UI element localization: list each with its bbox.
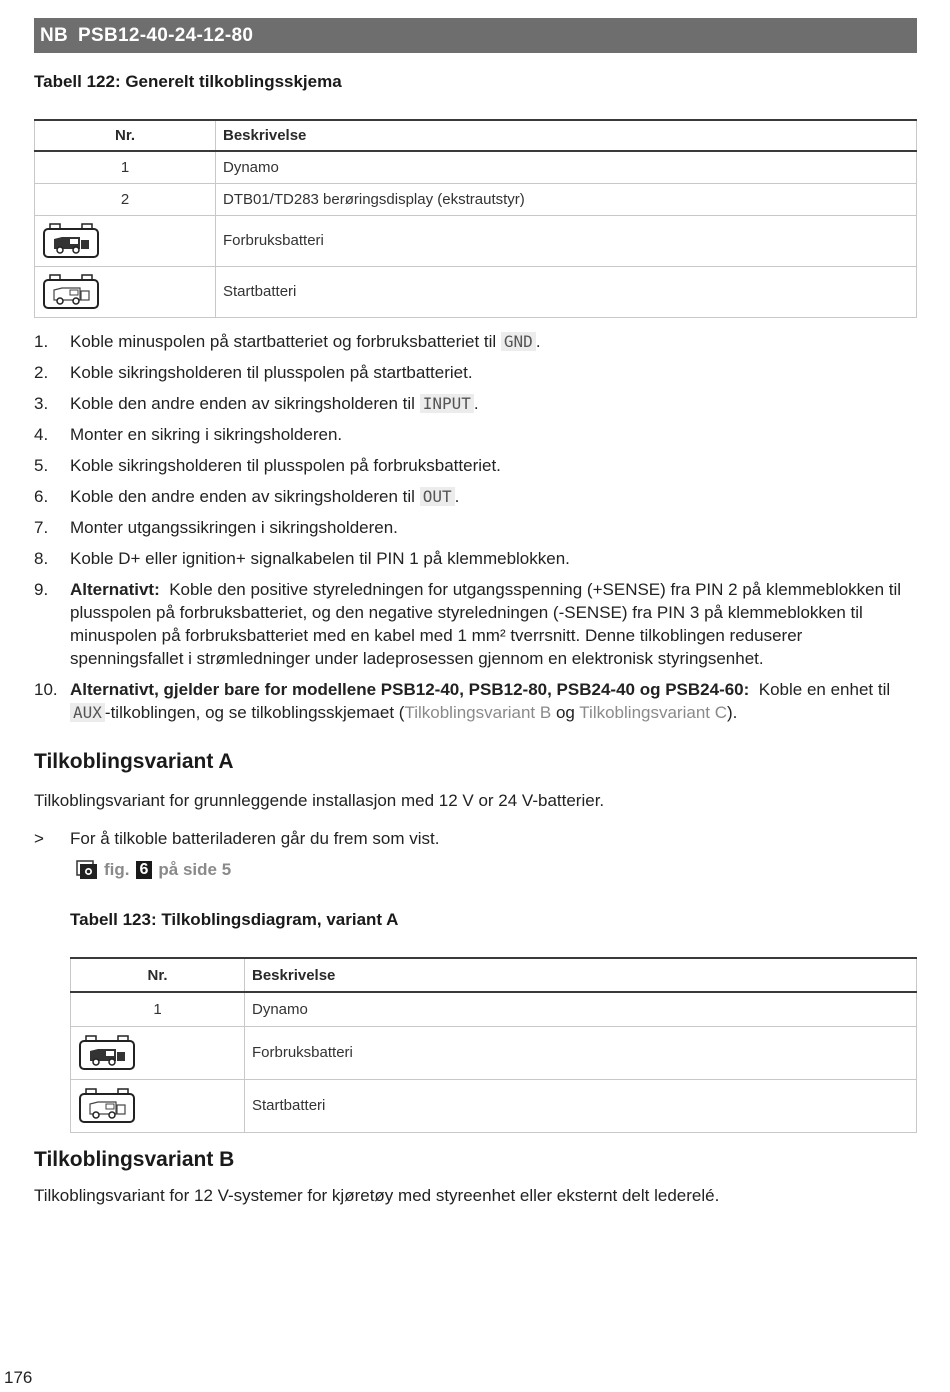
step-text-part: Koble minuspolen på startbatteriet og forbruksbatteriet til bbox=[70, 332, 501, 351]
row-description: Dynamo bbox=[245, 992, 917, 1026]
step-item bbox=[34, 361, 914, 384]
step-number: 4. bbox=[34, 425, 49, 444]
figure-reference[interactable] bbox=[76, 860, 231, 880]
step-bold-label: Alternativt: bbox=[70, 580, 160, 599]
step-item bbox=[34, 678, 914, 724]
step-text-part: Koble den andre enden av sikringsholderen til bbox=[70, 394, 420, 413]
step-text bbox=[70, 485, 914, 508]
step-number: 10. bbox=[34, 680, 58, 699]
table-row bbox=[35, 266, 917, 317]
starter-battery-icon bbox=[42, 274, 100, 310]
step-text-part: Koble en enhet til bbox=[758, 680, 891, 699]
step-text-part: . bbox=[454, 487, 460, 506]
step-number: 7. bbox=[34, 518, 49, 537]
step-text-part: Koble den positive styreledningen for utgangsspenning (+SENSE) fra PIN 2 på klemmeblokken til plusspolen på forbruksbatteriet, og den negative styreledningen (-SENSE) fra PIN 3 på klemmeblokken til minuspolen på forbruksbatteriet med en kabel med 1 mm² tverrsnitt. Denne tilkoblingen reduserer spenningsfallet i strømledninger under ladeprosessen gjennom en elektronisk styringsenhet. bbox=[70, 580, 902, 668]
step-text: Koble sikringsholderen til plusspolen på startbatteriet. bbox=[70, 363, 473, 382]
col-description-header: Beskrivelse bbox=[245, 958, 917, 992]
bullet-item bbox=[34, 829, 914, 849]
step-text-part: . bbox=[535, 332, 541, 351]
step-text bbox=[70, 330, 914, 353]
step-text-part: ). bbox=[727, 703, 738, 722]
instruction-steps bbox=[34, 330, 914, 732]
step-text bbox=[70, 392, 914, 415]
page-header bbox=[34, 18, 917, 53]
table-row bbox=[71, 1079, 917, 1132]
table-123 bbox=[70, 957, 917, 1133]
terminal-label-aux: AUX bbox=[70, 703, 105, 722]
step-item bbox=[34, 485, 914, 508]
step-item bbox=[34, 516, 914, 539]
link-variant-b[interactable]: Tilkoblingsvariant B bbox=[404, 703, 552, 722]
row-number: 1 bbox=[71, 992, 245, 1026]
row-description: Forbruksbatteri bbox=[216, 215, 917, 266]
step-text: Monter en sikring i sikringsholderen. bbox=[70, 425, 343, 444]
col-description-header: Beskrivelse bbox=[216, 120, 917, 151]
table-row bbox=[71, 1026, 917, 1079]
step-item bbox=[34, 578, 914, 670]
table-122-caption: Tabell 122: Generelt tilkoblingsskjema bbox=[34, 72, 342, 91]
step-number: 8. bbox=[34, 549, 49, 568]
table-header-row bbox=[71, 958, 917, 992]
icon-cell bbox=[35, 266, 216, 317]
col-nr-header: Nr. bbox=[35, 120, 216, 151]
step-item bbox=[34, 423, 914, 446]
table-row bbox=[35, 151, 917, 183]
step-item bbox=[34, 454, 914, 477]
table-122 bbox=[34, 119, 917, 318]
col-nr-header: Nr. bbox=[71, 958, 245, 992]
step-number: 5. bbox=[34, 456, 49, 475]
icon-cell bbox=[35, 215, 216, 266]
bullet-text: For å tilkoble batteriladeren går du frem som vist. bbox=[70, 829, 440, 848]
service-battery-icon bbox=[78, 1035, 136, 1071]
step-number: 9. bbox=[34, 580, 49, 599]
table-row bbox=[71, 992, 917, 1026]
step-text-part: Koble den andre enden av sikringsholderen til bbox=[70, 487, 420, 506]
row-description: Dynamo bbox=[216, 151, 917, 183]
step-bold-label: Alternativt, gjelder bare for modellene PSB12-40, PSB12-80, PSB24-40 og PSB24-60: bbox=[70, 680, 750, 699]
starter-battery-icon bbox=[78, 1088, 136, 1124]
step-text: Koble D+ eller ignition+ signalkabelen til PIN 1 på klemmeblokken. bbox=[70, 549, 570, 568]
figure-number: 6 bbox=[136, 861, 153, 879]
service-battery-icon bbox=[42, 223, 100, 259]
step-text bbox=[70, 678, 914, 724]
terminal-label-gnd: GND bbox=[501, 332, 536, 351]
language-code: NB bbox=[40, 24, 69, 46]
icon-cell bbox=[71, 1079, 245, 1132]
step-number: 3. bbox=[34, 394, 49, 413]
row-description: Forbruksbatteri bbox=[245, 1026, 917, 1079]
camera-icon bbox=[76, 860, 98, 880]
icon-cell bbox=[71, 1026, 245, 1079]
link-variant-c[interactable]: Tilkoblingsvariant C bbox=[579, 703, 728, 722]
step-number: 2. bbox=[34, 363, 49, 382]
section-b-heading: Tilkoblingsvariant B bbox=[34, 1148, 235, 1171]
bullet-marker: > bbox=[34, 829, 44, 848]
section-b-intro: Tilkoblingsvariant for 12 V-systemer for kjøretøy med styreenhet eller eksternt delt lederelé. bbox=[34, 1186, 720, 1205]
page-number: 176 bbox=[4, 1368, 33, 1387]
model-number: PSB12-40-24-12-80 bbox=[78, 24, 254, 46]
row-number: 1 bbox=[35, 151, 216, 183]
step-item bbox=[34, 547, 914, 570]
row-description: Startbatteri bbox=[216, 266, 917, 317]
section-a-heading: Tilkoblingsvariant A bbox=[34, 750, 234, 773]
terminal-label-input: INPUT bbox=[420, 394, 474, 413]
step-item bbox=[34, 392, 914, 415]
figure-page: på side 5 bbox=[158, 860, 232, 879]
row-description: Startbatteri bbox=[245, 1079, 917, 1132]
step-text bbox=[70, 578, 914, 670]
step-text-part: og bbox=[551, 703, 580, 722]
table-header-row bbox=[35, 120, 917, 151]
step-text: Monter utgangssikringen i sikringsholderen. bbox=[70, 518, 398, 537]
step-item bbox=[34, 330, 914, 353]
step-number: 1. bbox=[34, 332, 49, 351]
step-text: Koble sikringsholderen til plusspolen på forbruksbatteriet. bbox=[70, 456, 501, 475]
row-number: 2 bbox=[35, 183, 216, 215]
terminal-label-out: OUT bbox=[420, 487, 455, 506]
section-a-intro: Tilkoblingsvariant for grunnleggende installasjon med 12 V or 24 V-batterier. bbox=[34, 791, 605, 810]
step-number: 6. bbox=[34, 487, 49, 506]
row-description: DTB01/TD283 berøringsdisplay (ekstrautstyr) bbox=[216, 183, 917, 215]
step-text-part: -tilkoblingen, og se tilkoblingsskjemaet ( bbox=[104, 703, 405, 722]
table-row bbox=[35, 183, 917, 215]
table-row bbox=[35, 215, 917, 266]
figure-label: fig. bbox=[104, 860, 130, 879]
table-123-caption: Tabell 123: Tilkoblingsdiagram, variant A bbox=[70, 910, 399, 929]
step-text-part: . bbox=[473, 394, 479, 413]
